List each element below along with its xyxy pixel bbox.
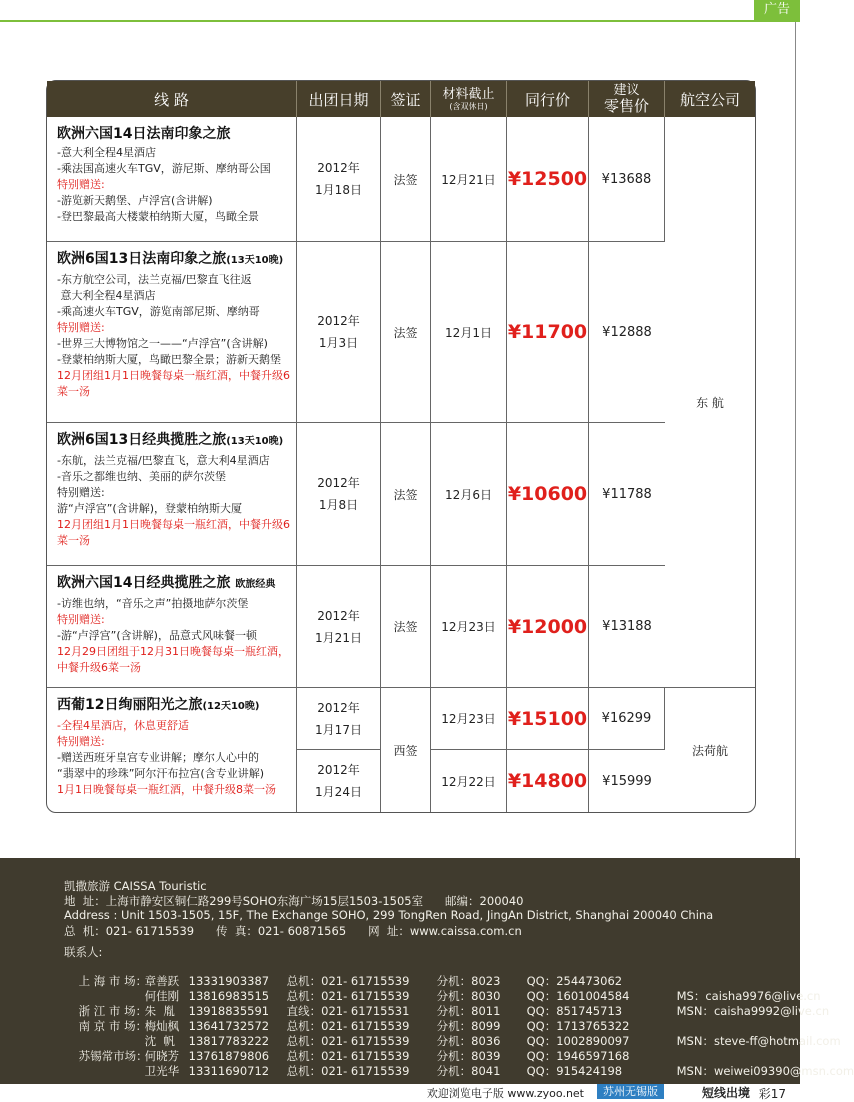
contact-qq: QQ：851745713 xyxy=(526,1004,623,1018)
page-number: 彩17 xyxy=(758,1087,786,1101)
gift-line: 游“卢浮宫”(含讲解)，登蒙柏纳斯大厦 xyxy=(57,502,242,515)
route-line: 意大利全程4星酒店 xyxy=(57,289,156,302)
depart-date-cell xyxy=(297,750,381,812)
depart-date-cell xyxy=(297,566,381,688)
contact-main-line: 总机：021- 61715539 xyxy=(286,1019,410,1033)
trade-price-cell: ¥11700 xyxy=(507,242,589,423)
edition-badge: 苏州无锡版 xyxy=(597,1084,664,1099)
address-en: Address : Unit 1503-1505, 15F, The Exchange SOHO, 299 TongRen Road, JingAn District, Shanghai 200040 China xyxy=(64,908,714,922)
route-line: -东航，法兰克福/巴黎直飞，意大利4星酒店 xyxy=(57,454,270,467)
section-title: 短线出境 xyxy=(701,1086,750,1100)
route-note: 欧旅经典 xyxy=(235,579,276,590)
retail-price-cell: ¥13688 xyxy=(589,117,665,242)
deadline-cell: 12月6日 xyxy=(431,423,507,566)
contact-qq: QQ：915424198 xyxy=(526,1064,623,1078)
depart-year: 2012年 xyxy=(317,314,360,328)
gift-label: 特别赠送: xyxy=(57,178,105,191)
contact-main-line: 总机：021- 61715539 xyxy=(286,989,410,1003)
browse-link-text[interactable]: 欢迎浏览电子版 www.zyoo.net xyxy=(426,1087,584,1100)
contact-market: 上 海 市 场： xyxy=(78,974,148,988)
contact-ext: 分机：8099 xyxy=(436,1019,501,1033)
trade-price-cell: ¥12000 xyxy=(507,566,589,688)
contact-market: 苏锡常市场： xyxy=(78,1049,148,1063)
deadline-cell: 12月21日 xyxy=(431,117,507,242)
depart-date-cell xyxy=(297,117,381,242)
retail-price-cell: ¥12888 xyxy=(589,242,665,423)
route-note: (13天10晚) xyxy=(226,436,284,447)
visa-cell: 法签 xyxy=(381,423,431,566)
footer-contact-block xyxy=(0,858,854,1088)
gift-label: 特别赠送: xyxy=(57,321,105,334)
contact-msn: MS：caisha9976@live.cn xyxy=(676,989,821,1003)
contact-main-line: 直线：021- 61715531 xyxy=(286,1004,410,1018)
contact-phone: 13761879806 xyxy=(188,1049,270,1063)
depart-year: 2012年 xyxy=(317,763,360,777)
contact-name: 章善跃 xyxy=(144,974,180,988)
contact-qq: QQ：1713765322 xyxy=(526,1019,630,1033)
gift-line: -登巴黎最高大楼蒙柏纳斯大厦，鸟瞰全景 xyxy=(57,210,259,223)
route-title: 西葡12日绚丽阳光之旅(12天10晚) xyxy=(57,697,260,713)
address-cn: 地 址：上海市静安区铜仁路299号SOHO东海广场15层1503-1505室 邮编：200040 xyxy=(64,894,524,908)
table-header-row xyxy=(47,81,755,117)
depart-date: 1月8日 xyxy=(318,498,359,512)
trade-price-cell: ¥15100 xyxy=(507,688,589,750)
deadline-cell: 12月22日 xyxy=(431,750,507,812)
contact-qq: QQ：1002890097 xyxy=(526,1034,630,1048)
depart-date: 1月17日 xyxy=(315,722,362,737)
depart-year: 2012年 xyxy=(317,161,360,175)
visa-cell: 西签 xyxy=(381,688,431,812)
depart-year: 2012年 xyxy=(317,476,360,490)
contacts-label: 联系人: xyxy=(64,945,103,959)
trade-price-cell: ¥14800 xyxy=(507,750,589,812)
visa-cell: 法签 xyxy=(381,242,431,423)
header-retail-l1: 建议 xyxy=(613,82,640,98)
retail-price-cell: ¥16299 xyxy=(589,688,665,750)
red-note: 12月团组1月1日晚餐每桌一瓶红酒，中餐升级6菜一汤 xyxy=(57,369,290,398)
route-line: -音乐之都维也纳、美丽的萨尔茨堡 xyxy=(57,470,226,483)
top-divider xyxy=(0,20,800,22)
gift-line: -游览新天鹅堡、卢浮宫(含讲解) xyxy=(57,194,213,207)
contact-name: 何佳刚 xyxy=(144,989,180,1003)
depart-date-cell xyxy=(297,423,381,566)
route-line: -访维也纳，“音乐之声”拍摄地萨尔茨堡 xyxy=(57,597,249,610)
contact-ext: 分机：8011 xyxy=(436,1004,501,1018)
depart-date: 1月3日 xyxy=(318,336,359,350)
contact-qq: QQ：1946597168 xyxy=(526,1049,630,1063)
route-cell xyxy=(47,688,297,812)
company-name: 凯撒旅游 CAISSA Touristic xyxy=(64,879,207,893)
header-visa: 签证 xyxy=(381,81,431,117)
contact-market: 浙 江 市 场： xyxy=(78,1004,148,1018)
route-cell xyxy=(47,242,297,423)
contact-phone: 13311690712 xyxy=(188,1064,270,1078)
depart-date-cell xyxy=(297,688,381,750)
contact-qq: QQ：1601004584 xyxy=(526,989,630,1003)
contact-ext: 分机：8030 xyxy=(436,989,501,1003)
depart-date: 1月18日 xyxy=(315,183,362,197)
header-retail-l2: 零售价 xyxy=(603,96,649,115)
tour-price-table xyxy=(46,80,756,813)
header-depart-date: 出团日期 xyxy=(297,81,381,117)
ad-tag: 广告 xyxy=(754,0,800,20)
trade-price-cell: ¥10600 xyxy=(507,423,589,566)
route-title: 欧洲六国14日经典揽胜之旅 欧旅经典 xyxy=(57,575,276,591)
deadline-cell: 12月23日 xyxy=(431,688,507,750)
contact-name: 朱 胤 xyxy=(144,1004,175,1018)
contact-ext: 分机：8036 xyxy=(436,1034,501,1048)
route-line: -意大利全程4星酒店 xyxy=(57,146,156,159)
contact-msn: MSN：steve-ff@hotmail.com xyxy=(676,1034,841,1048)
gift-label: 特别赠送: xyxy=(57,735,105,748)
contact-main-line: 总机：021- 61715539 xyxy=(286,1049,410,1063)
route-line: -乘法国高速火车TGV，游尼斯、摩纳哥公国 xyxy=(57,162,271,175)
header-trade-price: 同行价 xyxy=(507,81,589,117)
red-note: 12月29日团组于12月31日晚餐每桌一瓶红酒，中餐升级6菜一汤 xyxy=(57,645,289,674)
route-line: -乘高速火车TGV，游览南部尼斯、摩纳哥 xyxy=(57,305,260,318)
route-note: (12天10晚) xyxy=(202,701,260,712)
route-title: 欧洲6国13日经典揽胜之旅(13天10晚) xyxy=(57,432,284,448)
contact-phone: 13816983515 xyxy=(188,989,270,1003)
route-title: 欧洲六国14日法南印象之旅 xyxy=(57,126,231,142)
deadline-cell: 12月23日 xyxy=(431,566,507,688)
contact-phone: 13918835591 xyxy=(188,1004,270,1018)
header-deadline-main: 材料截止 xyxy=(442,86,495,102)
contact-msn: MSN：weiwei09390@msn.com xyxy=(676,1064,854,1078)
contact-msn: MSN：caisha9992@live.cn xyxy=(676,1004,830,1018)
table-row xyxy=(47,242,755,423)
airline-cell: 东 航 xyxy=(665,117,755,688)
deadline-cell: 12月1日 xyxy=(431,242,507,423)
contact-market: 南 京 市 场： xyxy=(78,1019,148,1033)
contact-name: 卫光华 xyxy=(144,1064,180,1078)
bottom-bar xyxy=(0,1084,800,1100)
visa-cell: 法签 xyxy=(381,566,431,688)
table-row xyxy=(47,566,755,688)
route-cell xyxy=(47,117,297,242)
header-route: 线 路 xyxy=(47,81,297,117)
retail-price-cell: ¥15999 xyxy=(602,773,652,789)
trade-price-cell: ¥12500 xyxy=(507,117,589,242)
contact-name: 梅灿枫 xyxy=(144,1019,180,1033)
contact-ext: 分机：8023 xyxy=(436,974,501,988)
gift-line: -登蒙柏纳斯大厦，鸟瞰巴黎全景；游新天鹅堡 xyxy=(57,353,281,366)
route-title: 欧洲6国13日法南印象之旅(13天10晚) xyxy=(57,251,284,267)
gift-label: 特别赠送: xyxy=(57,613,105,626)
gift-line: -赠送西班牙皇宫专业讲解；摩尔人心中的 xyxy=(57,751,259,764)
contact-qq: QQ：254473062 xyxy=(526,974,623,988)
table-row xyxy=(47,423,755,566)
gift-line: -游“卢浮宫”(含讲解)，品意式风味餐一顿 xyxy=(57,629,257,642)
retail-price-cell: ¥11788 xyxy=(589,423,665,566)
contact-main-line: 总机：021- 61715539 xyxy=(286,974,410,988)
airline-cell: 法荷航 xyxy=(691,743,728,758)
header-deadline-sub: (含双休日) xyxy=(449,101,488,111)
contact-ext: 分机：8039 xyxy=(436,1049,501,1063)
contact-name: 沈 帆 xyxy=(144,1034,175,1048)
route-cell xyxy=(47,566,297,688)
depart-date: 1月24日 xyxy=(315,785,362,799)
contact-phone: 13331903387 xyxy=(188,974,270,988)
header-retail-price xyxy=(589,81,665,117)
contact-name: 何晓芳 xyxy=(144,1049,180,1063)
route-cell xyxy=(47,423,297,566)
header-deadline xyxy=(431,81,507,117)
table-row xyxy=(47,117,755,242)
contact-main-line: 总机：021- 61715539 xyxy=(286,1034,410,1048)
red-note: 1月1日晚餐每桌一瓶红酒，中餐升级8菜一汤 xyxy=(57,783,276,796)
depart-year: 2012年 xyxy=(317,608,360,623)
depart-date: 1月21日 xyxy=(315,630,362,645)
gift-label: 特别赠送: xyxy=(57,486,105,499)
contact-ext: 分机：8041 xyxy=(436,1064,501,1078)
depart-date-cell xyxy=(297,242,381,423)
gift-line: -世界三大博物馆之一——“卢浮宫”(含讲解) xyxy=(57,337,268,350)
route-note: (13天10晚) xyxy=(226,255,284,266)
table-row xyxy=(47,688,755,750)
contact-main-line: 总机：021- 61715539 xyxy=(286,1064,410,1078)
phone-fax-web: 总 机：021- 61715539 传 真：021- 60871565 网 址：www.caissa.com.cn xyxy=(64,924,522,938)
visa-cell: 法签 xyxy=(381,117,431,242)
depart-year: 2012年 xyxy=(317,700,360,715)
side-divider xyxy=(795,22,796,858)
route-line: -东方航空公司，法兰克福/巴黎直飞往返 xyxy=(57,273,252,286)
red-note: 12月团组1月1日晚餐每桌一瓶红酒，中餐升级6菜一汤 xyxy=(57,518,290,547)
contact-phone: 13817783222 xyxy=(188,1034,270,1048)
header-airline: 航空公司 xyxy=(665,81,755,117)
gift-line: “翡翠中的珍珠”阿尔汗布拉宫(含专业讲解) xyxy=(57,767,264,780)
retail-price-cell: ¥13188 xyxy=(589,566,665,688)
route-line: -全程4星酒店，休息更舒适 xyxy=(57,719,189,732)
contact-phone: 13641732572 xyxy=(188,1019,270,1033)
